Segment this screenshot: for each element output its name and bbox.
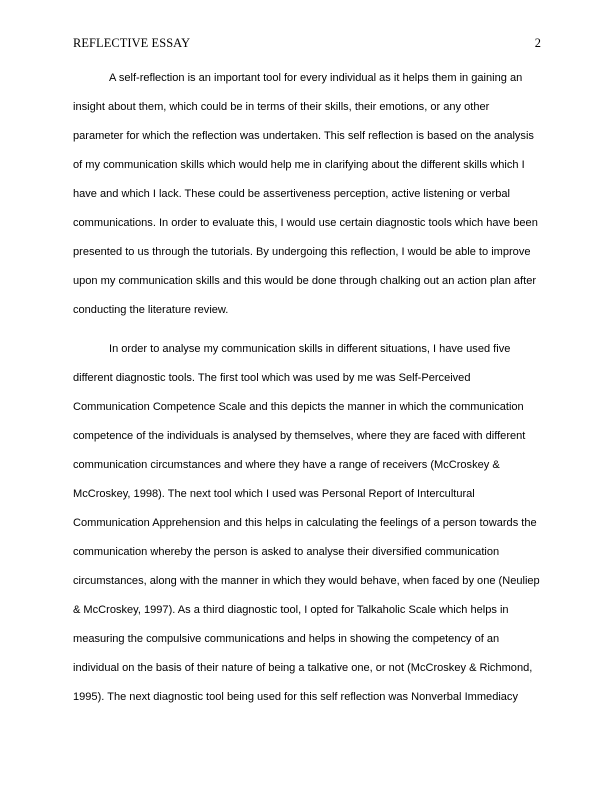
essay-body [73,64,543,712]
text-line: upon my communication skills and this would be done through chalking out an action plan after [73,275,537,287]
text-line: & McCroskey, 1997). As a third diagnostic tool, I opted for Talkaholic Scale which helps in [73,604,509,616]
text-line: parameter for which the reflection was undertaken. This self reflection is based on the analysis [73,130,534,142]
text-line: A self-reflection is an important tool for every individual as it helps them in gaining an [109,72,523,84]
paragraph-2 [73,335,543,712]
text-line: of my communication skills which would help me in clarifying about the different skills which I [73,159,525,171]
text-line: Communication Apprehension and this helps in calculating the feelings of a person towards the [73,517,537,529]
text-line: insight about them, which could be in terms of their skills, their emotions, or any other [73,101,490,113]
text-line: In order to analyse my communication skills in different situations, I have used five [109,343,511,355]
text-line: individual on the basis of their nature of being a talkative one, or not (McCroskey & Richmond, [73,662,533,674]
text-line: different diagnostic tools. The first tool which was used by me was Self-Perceived [73,372,471,384]
text-line: communications. In order to evaluate this, I would use certain diagnostic tools which have been [73,217,538,229]
text-line: Communication Competence Scale and this depicts the manner in which the communication [73,401,524,413]
paragraph-spacer [73,325,543,335]
text-line: communication circumstances and where they have a range of receivers (McCroskey & [73,459,500,471]
text-line: conducting the literature review. [73,304,229,316]
text-line: 1995). The next diagnostic tool being used for this self reflection was Nonverbal Immediacy [73,691,518,703]
text-line: communication whereby the person is asked to analyse their diversified communication [73,546,500,558]
text-line: competence of the individuals is analysed by themselves, where they are faced with different [73,430,526,442]
text-line: circumstances, along with the manner in which they would behave, when faced by one (Neuliep [73,575,540,587]
text-line: presented to us through the tutorials. By undergoing this reflection, I would be able to improve [73,246,531,258]
running-head: REFLECTIVE ESSAY [73,36,191,50]
text-line: have and which I lack. These could be assertiveness perception, active listening or verbal [73,188,511,200]
paragraph-1 [73,64,543,325]
text-line: McCroskey, 1998). The next tool which I used was Personal Report of Intercultural [73,488,475,500]
page-number: 2 [534,36,541,50]
text-line: measuring the compulsive communications and helps in showing the competency of an [73,633,500,645]
